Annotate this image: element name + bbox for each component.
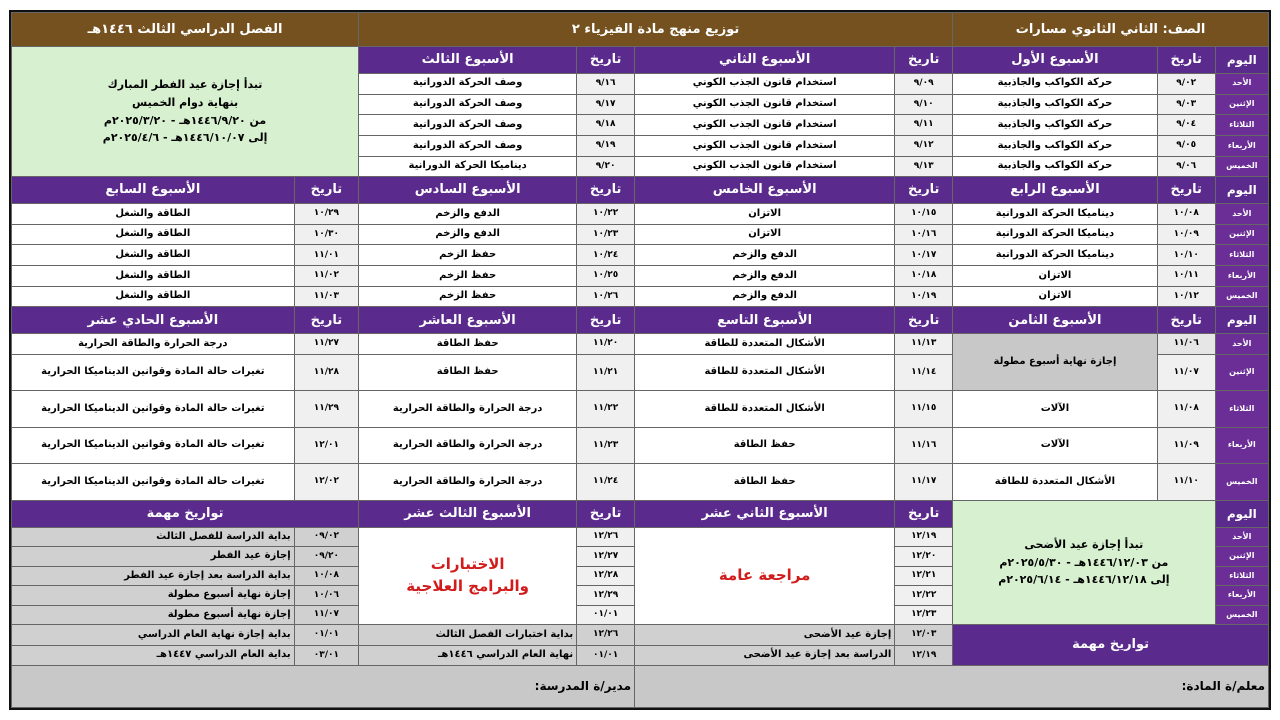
important-event: إجازة عيد الأضحى bbox=[635, 625, 895, 646]
long-weekend-holiday: إجازة نهاية أسبوع مطولة bbox=[953, 334, 1158, 391]
day-cell: الأربعاء bbox=[1215, 586, 1268, 605]
date-cell: ١٠/١٩ bbox=[895, 286, 953, 307]
lesson-cell: درجة الحرارة والطاقة الحرارية bbox=[359, 427, 577, 464]
date-header: تاريخ bbox=[895, 500, 953, 527]
day-cell: الأحد bbox=[1215, 334, 1268, 355]
week7-title: الأسبوع السابع bbox=[12, 177, 295, 204]
important-event: نهاية العام الدراسي ١٤٤٦هـ bbox=[359, 645, 577, 666]
date-header: تاريخ bbox=[895, 307, 953, 334]
day-cell: الأربعاء bbox=[1215, 266, 1268, 287]
term-label: الفصل الدراسي الثالث ١٤٤٦هـ bbox=[12, 13, 359, 47]
lesson-cell: حفظ الزخم bbox=[359, 286, 577, 307]
week13-title: الأسبوع الثالث عشر bbox=[359, 500, 577, 527]
day-cell: الأربعاء bbox=[1215, 135, 1268, 156]
date-cell: ١٢/٢١ bbox=[895, 566, 953, 585]
date-cell: ٩/٠٣ bbox=[1157, 94, 1215, 115]
lesson-cell: الاتزان bbox=[953, 266, 1158, 287]
week8-title: الأسبوع الثامن bbox=[953, 307, 1158, 334]
date-header: تاريخ bbox=[294, 307, 359, 334]
date-cell: ١٠/١٦ bbox=[895, 224, 953, 245]
important-date: ١٠/٠٨ bbox=[294, 566, 359, 585]
adha-line1: تبدأ إجازة عيد الأضحى bbox=[1024, 538, 1144, 552]
date-cell: ١٠/٢٦ bbox=[577, 286, 635, 307]
date-cell: ١١/٢٩ bbox=[294, 391, 359, 428]
block2-row-mon bbox=[12, 224, 1269, 245]
block2-header bbox=[12, 177, 1269, 204]
date-cell: ٩/٠٦ bbox=[1157, 156, 1215, 177]
lesson-cell: حركة الكواكب والجاذبية bbox=[953, 156, 1158, 177]
important-row-1 bbox=[12, 625, 1269, 646]
curriculum-sheet bbox=[9, 10, 1271, 710]
week9-title: الأسبوع التاسع bbox=[635, 307, 895, 334]
lesson-cell: حركة الكواكب والجاذبية bbox=[953, 135, 1158, 156]
date-cell: ١١/٢٣ bbox=[577, 427, 635, 464]
week4-title: الأسبوع الرابع bbox=[953, 177, 1158, 204]
date-cell: ١١/٢٨ bbox=[294, 354, 359, 391]
general-review: مراجعة عامة bbox=[635, 527, 895, 624]
date-cell: ٠١/٠١ bbox=[577, 605, 635, 624]
important-event: بداية اختبارات الفصل الثالث bbox=[359, 625, 577, 646]
block2-row-sun bbox=[12, 204, 1269, 225]
date-cell: ١٠/٣٠ bbox=[294, 224, 359, 245]
day-header: اليوم bbox=[1215, 307, 1268, 334]
lesson-cell: الدفع والزخم bbox=[359, 204, 577, 225]
lesson-cell: الدفع والزخم bbox=[635, 266, 895, 287]
page-title: توزيع منهج مادة الفيزياء ٢ bbox=[359, 13, 953, 47]
fitr-line4: إلى ١٤٤٦/١٠/٠٧هـ - ٢٠٢٥/٤/٦م bbox=[102, 131, 268, 145]
week12-title: الأسبوع الثاني عشر bbox=[635, 500, 895, 527]
date-cell: ١١/٢٢ bbox=[577, 391, 635, 428]
exams-line2: والبرامج العلاجية bbox=[406, 576, 529, 595]
date-header: تاريخ bbox=[294, 177, 359, 204]
important-event: بداية إجازة نهاية العام الدراسي bbox=[12, 625, 295, 646]
day-cell: الثلاثاء bbox=[1215, 115, 1268, 136]
block3-row-thu bbox=[12, 464, 1269, 501]
day-cell: الخميس bbox=[1215, 156, 1268, 177]
important-event: بداية الدراسة بعد إجازة عيد الفطر bbox=[12, 566, 295, 585]
day-cell: الثلاثاء bbox=[1215, 245, 1268, 266]
date-cell: ١٢/٢٦ bbox=[577, 527, 635, 546]
date-cell: ١١/١٥ bbox=[895, 391, 953, 428]
date-cell: ١٠/١١ bbox=[1157, 266, 1215, 287]
exams-line1: الاختبارات bbox=[430, 555, 505, 574]
day-cell: الأحد bbox=[1215, 204, 1268, 225]
date-cell: ٩/٠٤ bbox=[1157, 115, 1215, 136]
date-cell: ٩/١٠ bbox=[895, 94, 953, 115]
date-cell: ٩/١٦ bbox=[577, 73, 635, 94]
block2-row-wed bbox=[12, 266, 1269, 287]
date-cell: ١٠/٢٤ bbox=[577, 245, 635, 266]
date-cell: ١١/١٧ bbox=[895, 464, 953, 501]
day-cell: الإثنين bbox=[1215, 547, 1268, 566]
lesson-cell: تغيرات حالة المادة وقوانين الديناميكا الحرارية bbox=[12, 391, 295, 428]
day-cell: الإثنين bbox=[1215, 354, 1268, 391]
important-date: ٠١/٠١ bbox=[577, 645, 635, 666]
teacher-signature-field: معلم/ة المادة: bbox=[635, 666, 1269, 708]
week10-title: الأسبوع العاشر bbox=[359, 307, 577, 334]
date-cell: ١٢/٠٢ bbox=[294, 464, 359, 501]
important-date: ٠٩/٢٠ bbox=[294, 547, 359, 566]
date-cell: ١٠/٠٩ bbox=[1157, 224, 1215, 245]
date-cell: ٩/١٩ bbox=[577, 135, 635, 156]
principal-signature-field: مدير/ة المدرسة: bbox=[12, 666, 635, 708]
date-cell: ١١/١٦ bbox=[895, 427, 953, 464]
important-event: بداية العام الدراسي ١٤٤٧هـ bbox=[12, 645, 295, 666]
block1-header bbox=[12, 47, 1269, 74]
date-cell: ٩/٠٩ bbox=[895, 73, 953, 94]
lesson-cell: وصف الحركة الدورانية bbox=[359, 135, 577, 156]
exams-block bbox=[359, 527, 577, 624]
date-cell: ١١/٠٢ bbox=[294, 266, 359, 287]
lesson-cell: وصف الحركة الدورانية bbox=[359, 94, 577, 115]
lesson-cell: ديناميكا الحركة الدورانية bbox=[953, 245, 1158, 266]
date-header: تاريخ bbox=[1157, 307, 1215, 334]
important-event: إجازة نهاية أسبوع مطولة bbox=[12, 605, 295, 624]
adha-line2: من ١٤٤٦/١٢/٠٣هـ - ٢٠٢٥/٥/٣٠م bbox=[999, 555, 1169, 569]
date-cell: ١٢/٢٣ bbox=[895, 605, 953, 624]
lesson-cell: الآلات bbox=[953, 427, 1158, 464]
date-cell: ١٢/٢٧ bbox=[577, 547, 635, 566]
week2-title: الأسبوع الثاني bbox=[635, 47, 895, 74]
lesson-cell: استخدام قانون الجذب الكوني bbox=[635, 73, 895, 94]
lesson-cell: الأشكال المتعددة للطاقة bbox=[635, 334, 895, 355]
lesson-cell: الاتزان bbox=[635, 224, 895, 245]
date-cell: ١١/١٤ bbox=[895, 354, 953, 391]
lesson-cell: ديناميكا الحركة الدورانية bbox=[953, 224, 1158, 245]
day-header: اليوم bbox=[1215, 47, 1268, 74]
date-header: تاريخ bbox=[577, 177, 635, 204]
date-cell: ١٢/٢٩ bbox=[577, 586, 635, 605]
block2-row-tue bbox=[12, 245, 1269, 266]
important-event: إجازة عيد الفطر bbox=[12, 547, 295, 566]
adha-line3: إلى ١٤٤٦/١٢/١٨هـ - ٢٠٢٥/٦/١٤م bbox=[998, 573, 1170, 587]
lesson-cell: الطاقة والشغل bbox=[12, 224, 295, 245]
day-cell: الأحد bbox=[1215, 73, 1268, 94]
date-cell: ٩/٠٢ bbox=[1157, 73, 1215, 94]
date-header: تاريخ bbox=[577, 307, 635, 334]
day-header: اليوم bbox=[1215, 177, 1268, 204]
curriculum-table bbox=[11, 12, 1269, 708]
important-event: إجازة نهاية أسبوع مطولة bbox=[12, 586, 295, 605]
date-cell: ٩/٠٥ bbox=[1157, 135, 1215, 156]
lesson-cell: الاتزان bbox=[953, 286, 1158, 307]
lesson-cell: استخدام قانون الجذب الكوني bbox=[635, 115, 895, 136]
date-cell: ١٠/٢٩ bbox=[294, 204, 359, 225]
important-date: ٠١/٠١ bbox=[294, 625, 359, 646]
adha-holiday-note bbox=[953, 500, 1216, 624]
title-row bbox=[12, 13, 1269, 47]
lesson-cell: وصف الحركة الدورانية bbox=[359, 73, 577, 94]
date-cell: ١١/٢٠ bbox=[577, 334, 635, 355]
day-cell: الأربعاء bbox=[1215, 427, 1268, 464]
grade-label: الصف: الثاني الثانوي مسارات bbox=[953, 13, 1269, 47]
block2-row-thu bbox=[12, 286, 1269, 307]
lesson-cell: حركة الكواكب والجاذبية bbox=[953, 73, 1158, 94]
date-cell: ١٠/١٢ bbox=[1157, 286, 1215, 307]
date-cell: ١٠/٢٥ bbox=[577, 266, 635, 287]
week1-title: الأسبوع الأول bbox=[953, 47, 1158, 74]
date-cell: ١١/٢٧ bbox=[294, 334, 359, 355]
fitr-line3: من ١٤٤٦/٩/٢٠هـ - ٢٠٢٥/٣/٢٠م bbox=[103, 113, 267, 127]
lesson-cell: حفظ الطاقة bbox=[635, 427, 895, 464]
date-cell: ١١/٠٧ bbox=[1157, 354, 1215, 391]
date-header: تاريخ bbox=[1157, 177, 1215, 204]
lesson-cell: استخدام قانون الجذب الكوني bbox=[635, 156, 895, 177]
date-cell: ١٠/٢٢ bbox=[577, 204, 635, 225]
week11-title: الأسبوع الحادي عشر bbox=[12, 307, 295, 334]
day-cell: الإثنين bbox=[1215, 94, 1268, 115]
block3-row-wed bbox=[12, 427, 1269, 464]
date-cell: ١١/٢١ bbox=[577, 354, 635, 391]
block3-row-tue bbox=[12, 391, 1269, 428]
date-cell: ١٠/٠٨ bbox=[1157, 204, 1215, 225]
date-header: تاريخ bbox=[577, 47, 635, 74]
lesson-cell: الآلات bbox=[953, 391, 1158, 428]
lesson-cell: تغيرات حالة المادة وقوانين الديناميكا الحرارية bbox=[12, 427, 295, 464]
lesson-cell: الأشكال المتعددة للطاقة bbox=[635, 354, 895, 391]
important-event: الدراسة بعد إجازة عيد الأضحى bbox=[635, 645, 895, 666]
date-cell: ١١/٠١ bbox=[294, 245, 359, 266]
block3-header bbox=[12, 307, 1269, 334]
date-cell: ١١/٢٤ bbox=[577, 464, 635, 501]
important-date: ١٢/٠٣ bbox=[895, 625, 953, 646]
lesson-cell: الدفع والزخم bbox=[635, 286, 895, 307]
important-date: ١١/٠٧ bbox=[294, 605, 359, 624]
important-date: ٠٩/٠٢ bbox=[294, 527, 359, 546]
block4-header bbox=[12, 500, 1269, 527]
date-cell: ٩/١٢ bbox=[895, 135, 953, 156]
date-cell: ١١/١٣ bbox=[895, 334, 953, 355]
fitr-holiday-note bbox=[12, 47, 359, 177]
date-cell: ١٢/٢٢ bbox=[895, 586, 953, 605]
lesson-cell: ديناميكا الحركة الدورانية bbox=[359, 156, 577, 177]
week3-title: الأسبوع الثالث bbox=[359, 47, 577, 74]
lesson-cell: ديناميكا الحركة الدورانية bbox=[953, 204, 1158, 225]
lesson-cell: حفظ الطاقة bbox=[359, 354, 577, 391]
date-cell: ١١/٠٣ bbox=[294, 286, 359, 307]
lesson-cell: وصف الحركة الدورانية bbox=[359, 115, 577, 136]
lesson-cell: حركة الكواكب والجاذبية bbox=[953, 115, 1158, 136]
date-cell: ١١/١٠ bbox=[1157, 464, 1215, 501]
date-cell: ٩/١٧ bbox=[577, 94, 635, 115]
lesson-cell: تغيرات حالة المادة وقوانين الديناميكا الحرارية bbox=[12, 354, 295, 391]
important-date: ١٠/٠٦ bbox=[294, 586, 359, 605]
date-cell: ٩/١١ bbox=[895, 115, 953, 136]
date-cell: ٩/١٣ bbox=[895, 156, 953, 177]
lesson-cell: حفظ الزخم bbox=[359, 245, 577, 266]
lesson-cell: تغيرات حالة المادة وقوانين الديناميكا الحرارية bbox=[12, 464, 295, 501]
important-event: بداية الدراسة للفصل الثالث bbox=[12, 527, 295, 546]
date-cell: ١٢/٢٠ bbox=[895, 547, 953, 566]
date-cell: ١٠/١٧ bbox=[895, 245, 953, 266]
day-header: اليوم bbox=[1215, 500, 1268, 527]
day-cell: الثلاثاء bbox=[1215, 566, 1268, 585]
lesson-cell: حفظ الزخم bbox=[359, 266, 577, 287]
date-cell: ٩/٢٠ bbox=[577, 156, 635, 177]
fitr-line1: تبدأ إجازة عيد الفطر المبارك bbox=[107, 78, 263, 92]
lesson-cell: الطاقة والشغل bbox=[12, 245, 295, 266]
lesson-cell: استخدام قانون الجذب الكوني bbox=[635, 94, 895, 115]
lesson-cell: الطاقة والشغل bbox=[12, 266, 295, 287]
lesson-cell: درجة الحرارة والطاقة الحرارية bbox=[359, 391, 577, 428]
block3-row-sun bbox=[12, 334, 1269, 355]
week6-title: الأسبوع السادس bbox=[359, 177, 577, 204]
lesson-cell: درجة الحرارة والطاقة الحرارية bbox=[359, 464, 577, 501]
date-cell: ١٠/١٠ bbox=[1157, 245, 1215, 266]
lesson-cell: الطاقة والشغل bbox=[12, 204, 295, 225]
day-cell: الخميس bbox=[1215, 605, 1268, 624]
date-header: تاريخ bbox=[1157, 47, 1215, 74]
date-cell: ٩/١٨ bbox=[577, 115, 635, 136]
date-header: تاريخ bbox=[895, 47, 953, 74]
important-dates-header: تواريخ مهمة bbox=[12, 500, 359, 527]
lesson-cell: الدفع والزخم bbox=[359, 224, 577, 245]
important-dates-label: تواريخ مهمة bbox=[953, 625, 1269, 666]
important-date: ١٢/٢٦ bbox=[577, 625, 635, 646]
day-cell: الأحد bbox=[1215, 527, 1268, 546]
lesson-cell: الأشكال المتعددة للطاقة bbox=[635, 391, 895, 428]
day-cell: الثلاثاء bbox=[1215, 391, 1268, 428]
lesson-cell: الأشكال المتعددة للطاقة bbox=[953, 464, 1158, 501]
date-cell: ١٢/٠١ bbox=[294, 427, 359, 464]
date-cell: ١١/٠٩ bbox=[1157, 427, 1215, 464]
date-header: تاريخ bbox=[895, 177, 953, 204]
date-cell: ١٠/٢٣ bbox=[577, 224, 635, 245]
date-cell: ١٢/٢٨ bbox=[577, 566, 635, 585]
lesson-cell: استخدام قانون الجذب الكوني bbox=[635, 135, 895, 156]
date-cell: ١٠/١٥ bbox=[895, 204, 953, 225]
day-cell: الإثنين bbox=[1215, 224, 1268, 245]
lesson-cell: الطاقة والشغل bbox=[12, 286, 295, 307]
lesson-cell: حركة الكواكب والجاذبية bbox=[953, 94, 1158, 115]
footer-row bbox=[12, 666, 1269, 708]
date-cell: ١١/٠٦ bbox=[1157, 334, 1215, 355]
important-date: ٠٣/٠١ bbox=[294, 645, 359, 666]
lesson-cell: حفظ الطاقة bbox=[359, 334, 577, 355]
date-header: تاريخ bbox=[577, 500, 635, 527]
date-cell: ١١/٠٨ bbox=[1157, 391, 1215, 428]
lesson-cell: درجة الحرارة والطاقة الحرارية bbox=[12, 334, 295, 355]
important-date: ١٢/١٩ bbox=[895, 645, 953, 666]
week5-title: الأسبوع الخامس bbox=[635, 177, 895, 204]
date-cell: ١٠/١٨ bbox=[895, 266, 953, 287]
lesson-cell: حفظ الطاقة bbox=[635, 464, 895, 501]
day-cell: الخميس bbox=[1215, 464, 1268, 501]
date-cell: ١٢/١٩ bbox=[895, 527, 953, 546]
day-cell: الخميس bbox=[1215, 286, 1268, 307]
lesson-cell: الدفع والزخم bbox=[635, 245, 895, 266]
lesson-cell: الاتزان bbox=[635, 204, 895, 225]
fitr-line2: بنهاية دوام الخميس bbox=[132, 96, 239, 110]
